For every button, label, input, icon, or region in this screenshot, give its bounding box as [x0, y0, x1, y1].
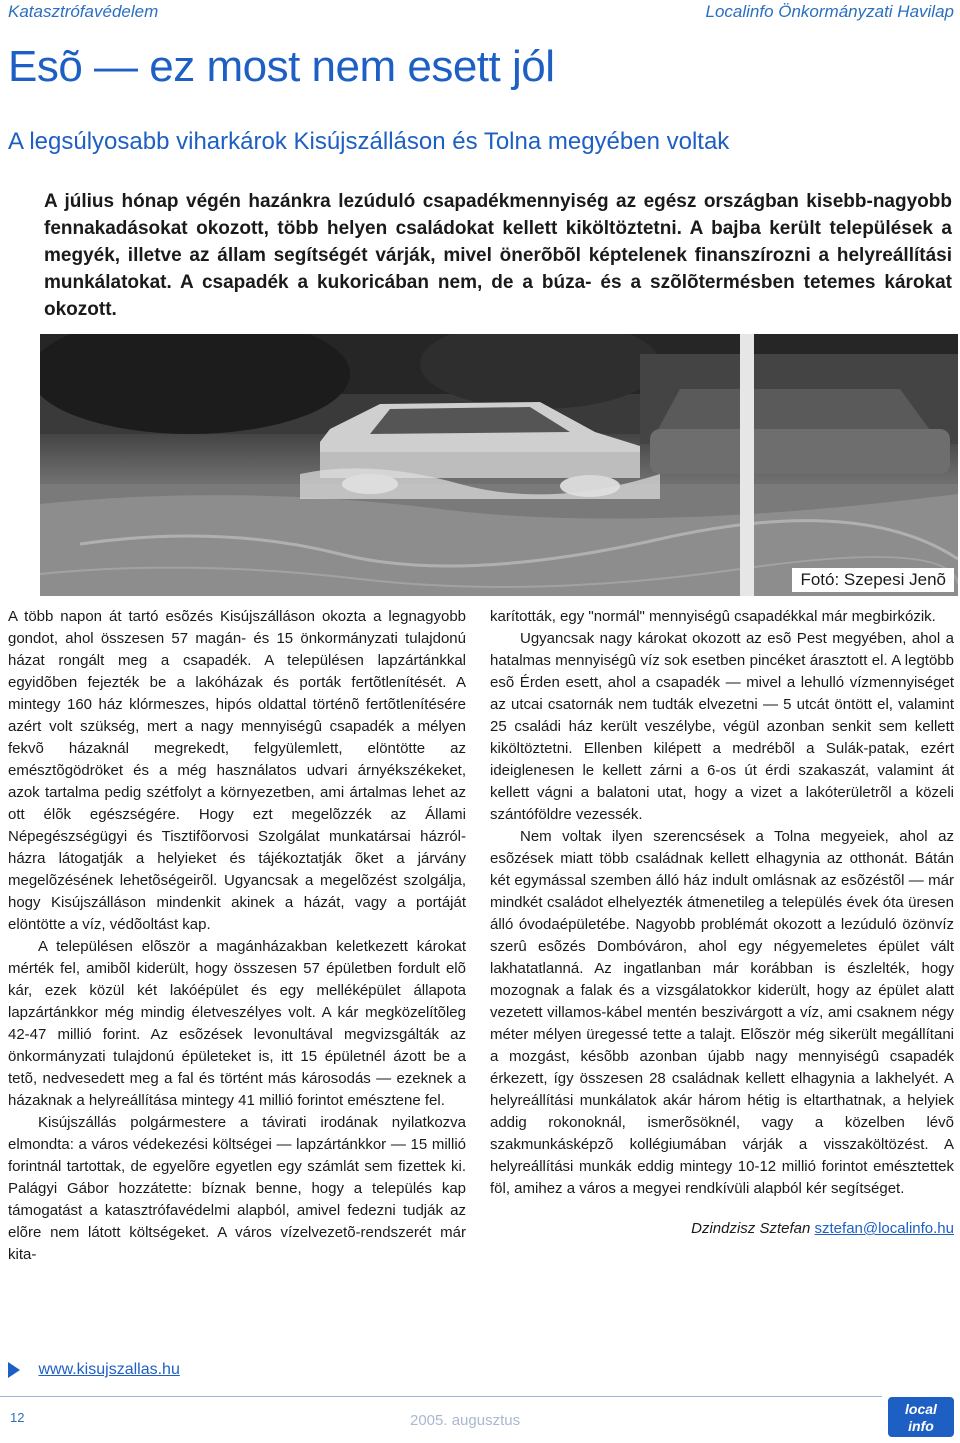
localinfo-logo [888, 1397, 954, 1437]
svg-text:info: info [908, 1418, 934, 1434]
author-email-link[interactable]: sztefan@localinfo.hu [814, 1220, 954, 1237]
article-paragraph: Ugyancsak nagy károkat okozott az esõ Pest megyében, ahol a hatalmas mennyiségû víz sok esetben pincéket árasztott el. A legtöbb esõ Érden esett, ahol a csapadék — mivel a lehulló vízmennyiséget az utcai csatornák nem tudták elvezetni — 5 utcát öntött el, valamint 25 családi ház került veszélybe, végül azonban senkit sem kellett kiköltöztetni. Ellenben kilépett a medrébõl a Sulák-patak, ezért ideiglenesen le kellett zárni a 6-os út érdi szakaszát, valamint át kellett vágni a balatoni utat, hogy a vizet a lakóterületrõl a közeli szántóföldre vezessék. [490, 630, 954, 823]
svg-text:local: local [905, 1401, 937, 1417]
author-signature [490, 1218, 954, 1240]
publication-name: Localinfo Önkormányzati Havilap [705, 2, 954, 21]
article-column-left [8, 606, 466, 1266]
article-lead [44, 188, 952, 323]
lead-paragraph: A július hónap végén hazánkra lezúduló csapadékmennyiség az egész országban kisebb-nagyobb fennakadásokat okozott, több helyen családokat kellett kiköltöztetni. A bajba került települések a megyék, illetve az állam segítségét várják, mivel önerõbõl képtelenek finanszírozni a helyreállítási munkálatokat. A csapadék a kukoricában nem, de a búza- és a szõlõtermésben tetemes károkat okozott. [44, 191, 952, 320]
article-subtitle: A legsúlyosabb viharkárok Kisújszálláson és Tolna megyében voltak [8, 128, 730, 155]
issue-date: 2005. augusztus [410, 1412, 521, 1429]
article-title: Esõ — ez most nem esett jól [8, 42, 555, 91]
section-label: Katasztrófavédelem [8, 2, 159, 21]
related-link-row [8, 1361, 180, 1379]
footer-divider [0, 1396, 882, 1397]
article-paragraph: karították, egy "normál" mennyiségû csapadékkal már megbirkózik. [490, 608, 936, 625]
flood-photo [40, 334, 958, 596]
arrow-right-icon [8, 1362, 20, 1378]
author-name: Dzindzisz Sztefan [691, 1220, 811, 1237]
flood-photo-illustration [40, 334, 958, 596]
article-paragraph: A településen elõször a magánházakban keletkezett károkat mérték fel, amibõl kiderült, hogy összesen 57 épületben fordult elõ kár, ezek közül két lakóépület és egy melléképület állapota lapzártánkkor még mindig életveszélyes volt. A kár megközelítõleg 42-47 millió forint. Az esõzések levonultával megvizsgálták az önkormányzati tulajdonú épületeket is, itt 15 épületnél ázott be a tetõ, nedvesedett meg a fal és történt más károsodás — ezeknek a házaknak a helyreállítása mintegy 41 millió forintot emésztene fel. [8, 938, 466, 1109]
article-paragraph: Nem voltak ilyen szerencsések a Tolna megyeiek, ahol az esõzések miatt több családnak kellett elhagynia az otthonát. Bátán két egymással szemben álló ház indult omlásnak az esõzéstõl — már mindkét családot elhelyezték átmenetileg a település évek óta üresen álló óvodaépületébe. Nagyobb problémát okozott a lezúduló özönvíz szerû esõzés Dombóváron, ahol egy négyemeletes épület vált lakhatatlanná. Az ingatlanban már korábban is észlelték, hogy mozognak a falak és a vizsgálatokkor kiderült, hogy az épület alatt vezetett villamos-kábel mentén beszivárgott a víz, ami csaknem négy méter mélyen üregessé tette a talajt. Elõször még sikerült megállítani a mozgást, késõbb azonban újabb nagy mennyiségû csapadék érkezett, így összesen 28 családnak kellett elhagynia a lakhelyét. A helyreállítási munkálatok akár három hétig is eltarthatnak, a helyiek addig rokonoknál, ismerõsöknél, vagy a közelben lévõ szakmunkásképzõ kollégiumában várják a visszaköltözést. A helyreállítási munkák eddig mintegy 10-12 millió forintot emésztettek föl, amihez a város a megyei rendkívüli alapból kér segítséget. [490, 828, 954, 1197]
article-paragraph: Kisújszállás polgármestere a távirati irodának nyilatkozva elmondta: a város védekezési költségei — lapzártánkkor — 15 millió forintnál tartottak, de egyelõre egyetlen egy számlát sem fizettek ki. Palágyi Gábor hozzátette: bíznak benne, hogy a település kap támogatást a katasztrófavédelmi alapból, amivel fedezni tudják az elõre nem látott költségeket. A város vízelvezetõ-rendszerét már kita- [8, 1114, 466, 1263]
photo-credit: Fotó: Szepesi Jenõ [792, 568, 954, 592]
article-column-right [490, 606, 954, 1240]
page-number: 12 [10, 1410, 25, 1425]
article-paragraph: A több napon át tartó esõzés Kisújszálláson okozta a legnagyobb gondot, ahol összesen 57 magán- és 15 önkormányzati tulajdonú házat rongált meg a csapadék. A településen lapzártánkkal egyidõben fejezték be a lakóházak és porták fertõtlenítését. A mintegy 160 ház klórmeszes, hipós oldattal történõ fertõtlenítésére azért volt szükség, mert a nagy mennyiségû csapadék a mélyen fekvõ házaknál megrekedt, felgyülemlett, elöntötte az emésztõgödröket és a még használatos udvari árnyékszékeket, azok tartalma pedig szétfolyt a környezetben, ami ártalmas lehet az ott élõk egészségére. Hogy ezt megelõzzék az Állami Népegészségügyi és Tisztifõorvosi Szolgálat munkatársai házról-házra látogatják a helyieket és tájékoztatják õket a járvány megelõzésének lehetõségeirõl. Ugyancsak a megelõzést szolgálja, hogy Kisújszálláson mindenkit akinek a házát, vagy a portáját elöntötte a víz, védõoltást kap. [8, 608, 466, 933]
related-website-link[interactable]: www.kisujszallas.hu [38, 1361, 180, 1378]
